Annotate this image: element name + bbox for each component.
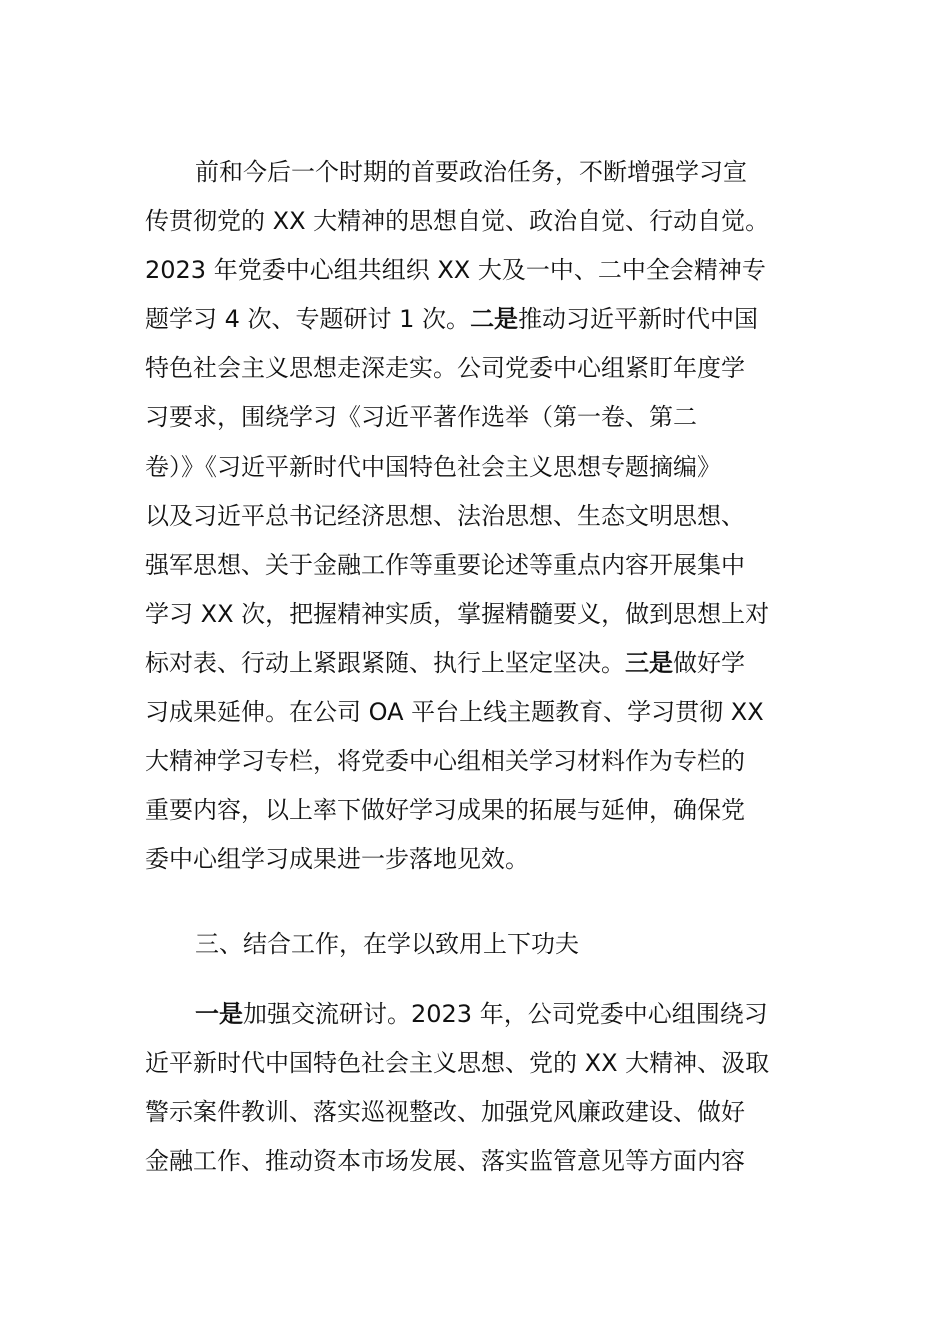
text-line: 委中心组学习成果进一步落地见效。 (145, 845, 529, 874)
text-line: 强军思想、关于金融工作等重要论述等重点内容开展集中 (145, 550, 745, 579)
text-line: 警示案件教训、落实巡视整改、加强党风廉政建设、做好 (145, 1098, 745, 1127)
text-line: 习要求，围绕学习《习近平著作选举（第一卷、第二 (145, 403, 697, 432)
text-line: 前和今后一个时期的首要政治任务，不断增强学习宣 (195, 158, 747, 186)
bold-lead-yi-shi: 一是 (195, 1000, 243, 1028)
text-line: 重要内容，以上率下做好学习成果的拓展与延伸，确保党 (145, 796, 745, 825)
text-fragment: 做好学 (673, 648, 745, 677)
text-line: 2023 年党委中心组共组织 XX 大及一中、二中全会精神专 (145, 256, 766, 285)
paragraph-exchange-research (145, 990, 805, 1186)
text-line (145, 639, 805, 688)
text-line: 近平新时代中国特色社会主义思想、党的 XX 大精神、汲取 (145, 1049, 770, 1078)
text-fragment: 题学习 4 次、 (145, 305, 296, 334)
section-heading-3 (145, 920, 805, 969)
bold-lead-er-shi: 二是 (470, 305, 519, 334)
text-line: 卷）》《习近平新时代中国特色社会主义思想专题摘编》 (145, 452, 721, 481)
text-line: 习成果延伸。在公司 OA 平台上线主题教育、学习贯彻 XX (145, 698, 764, 727)
text-line: 大精神学习专栏，将党委中心组相关学习材料作为专栏的 (145, 747, 745, 776)
text-fragment: 标对表、行动上紧跟紧随、执行上坚定坚决。 (145, 648, 625, 677)
heading-text: 三、结合工作，在学以致用上下功夫 (195, 930, 579, 958)
text-line: 以及习近平总书记经济思想、法治思想、生态文明思想、 (145, 501, 745, 530)
text-line: 学习 XX 次，把握精神实质，掌握精髓要义，做到思想上对 (145, 599, 770, 628)
paragraph-study-tasks (145, 148, 805, 884)
bold-lead-san-shi: 三是 (625, 648, 673, 677)
text-line (145, 990, 805, 1039)
text-line (145, 295, 805, 344)
text-line: 金融工作、推动资本市场发展、落实监管意见等方面内容 (145, 1147, 745, 1176)
text-line: 特色社会主义思想走深走实。公司党委中心组紧盯年度学 (145, 354, 745, 383)
text-line: 传贯彻党的 XX 大精神的思想自觉、政治自觉、行动自觉。 (145, 207, 770, 236)
text-fragment: 专题研讨 1 次。 (295, 305, 471, 334)
text-fragment: 推动习近平新时代中国 (518, 305, 759, 334)
text-fragment: 加强交流研讨。2023 年，公司党委中心组围绕习 (243, 1000, 768, 1028)
